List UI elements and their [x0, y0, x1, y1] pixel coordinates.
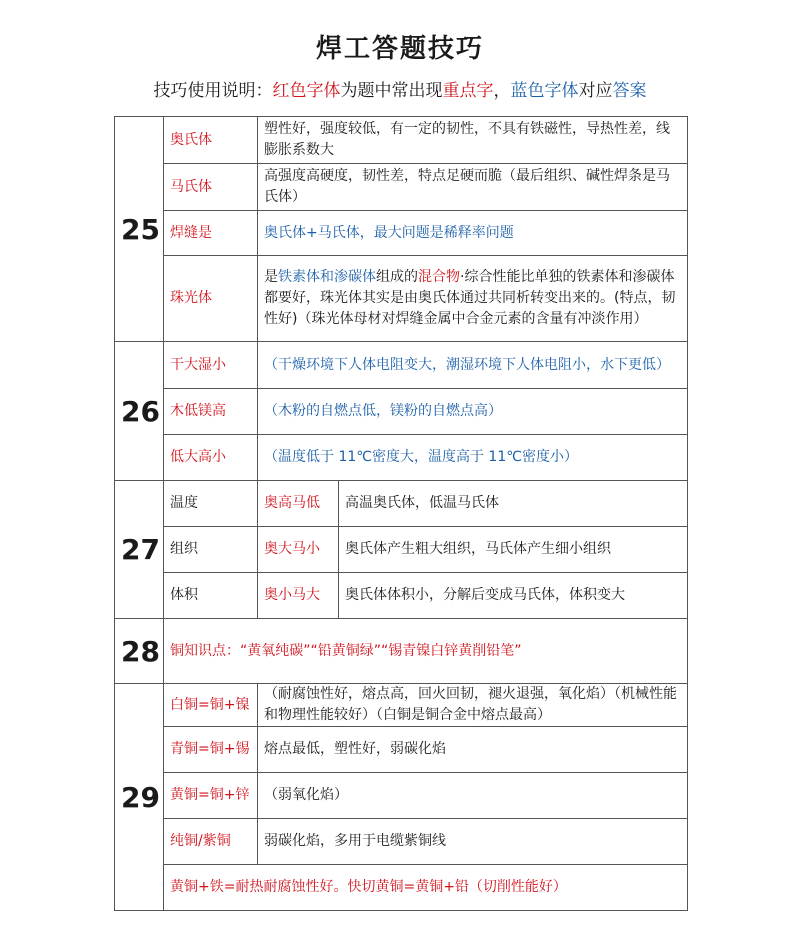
table-row — [115, 164, 688, 211]
mnemonic-key: 奥小马大 — [258, 573, 339, 619]
table-row — [115, 481, 688, 527]
mnemonic-key: 奥大马小 — [258, 527, 339, 573]
question-number-25: 25 — [115, 117, 164, 342]
term-answer: （温度低于 11℃密度大，温度高于 11℃密度小） — [258, 435, 688, 481]
term-label: 干大湿小 — [164, 342, 258, 389]
key-point-term: 重点字 — [442, 81, 494, 101]
alloy-note-part: 黄铜+铁=耐热耐腐蚀性好。 — [170, 879, 348, 895]
mnemonic-key: 奥高马低 — [258, 481, 339, 527]
question-number-28: 28 — [115, 619, 164, 684]
answer-part: 组成的 — [376, 269, 418, 285]
term-label: 马氏体 — [164, 164, 258, 211]
term-label: 焊缝是 — [164, 211, 258, 256]
table-row — [115, 256, 688, 342]
table-row — [115, 865, 688, 911]
alloy-note — [164, 865, 688, 911]
answer-keyword: 混合物 — [418, 269, 460, 285]
term-answer: 熔点最低，塑性好，弱碳化焰 — [258, 727, 688, 773]
term-answer — [258, 256, 688, 342]
term-answer: 奥氏体体积小，分解后变成马氏体，体积变大 — [339, 573, 688, 619]
term-answer: （干燥环境下人体电阻变大，潮湿环境下人体电阻小，水下更低） — [258, 342, 688, 389]
table-row — [115, 819, 688, 865]
alloy-label: 黄铜=铜+锌 — [164, 773, 258, 819]
table-row — [115, 619, 688, 684]
mnemonic-text: 知识点：“黄氧纯碳”“铅黄铜绿”“锡青镍白锌黄削铅笔” — [184, 642, 522, 659]
instructions-lead: 技巧使用说明： — [153, 81, 273, 101]
table-row — [115, 342, 688, 389]
table-row — [115, 573, 688, 619]
term-label: 奥氏体 — [164, 117, 258, 164]
question-number-27: 27 — [115, 481, 164, 619]
instructions-mid2: 对应 — [578, 81, 613, 101]
category-label: 组织 — [164, 527, 258, 573]
table-row — [115, 117, 688, 164]
category-label: 体积 — [164, 573, 258, 619]
term-answer: 奥氏体产生粗大组织，马氏体产生细小组织 — [339, 527, 688, 573]
instructions-mid1: 为题中常出现 — [340, 81, 443, 101]
term-answer: （木粉的自燃点低，镁粉的自燃点高） — [258, 389, 688, 435]
answer-highlight: 铁素体和渗碳体 — [278, 269, 376, 285]
table-row — [115, 773, 688, 819]
term-answer: （耐腐蚀性好，熔点高，回火回韧，褪火退强，氧化焰）（机械性能和物理性能较好）（白铜是铜合金中熔点最高） — [258, 684, 688, 727]
alloy-label: 青铜=铜+锡 — [164, 727, 258, 773]
alloy-label: 白铜=铜+镍 — [164, 684, 258, 727]
table-row — [115, 211, 688, 256]
alloy-note-part: 快切黄铜=黄铜+铅（切削性能好） — [347, 879, 567, 895]
alloy-label: 纯铜/紫铜 — [164, 819, 258, 865]
table-row — [115, 435, 688, 481]
tips-table — [114, 116, 688, 911]
instructions-comma: ， — [493, 81, 511, 101]
table-row — [115, 684, 688, 727]
term-answer: 高强度高硬度，韧性差，特点足硬而脆（最后组织、碱性焊条是马氏体） — [258, 164, 688, 211]
term-answer: 弱碳化焰，多用于电缆紫铜线 — [258, 819, 688, 865]
question-number-29: 29 — [115, 684, 164, 911]
usage-instructions — [0, 76, 800, 101]
red-font-term: 红色字体 — [272, 81, 341, 101]
question-number-26: 26 — [115, 342, 164, 481]
answer-part: 是 — [264, 269, 278, 285]
table-row — [115, 527, 688, 573]
category-label: 温度 — [164, 481, 258, 527]
answer-part: ·综合性能比单独的铁素体和渗碳体都要好，珠光体其实是由奥氏体通过共同析转变出来的。(特点，韧性好)（珠光体母材对焊缝金属中合金元素的含量有冲淡作用） — [264, 269, 676, 327]
term-answer: 高温奥氏体，低温马氏体 — [339, 481, 688, 527]
table-row — [115, 389, 688, 435]
term-label: 珠光体 — [164, 256, 258, 342]
answer-keyword: 铜 — [170, 642, 184, 659]
term-label: 低大高小 — [164, 435, 258, 481]
term-label: 木低镁高 — [164, 389, 258, 435]
table-row — [115, 727, 688, 773]
term-answer: （弱氧化焰） — [258, 773, 688, 819]
page-title: 焊工答题技巧 — [315, 34, 484, 64]
term-answer: 奥氏体+马氏体，最大问题是稀释率问题 — [258, 211, 688, 256]
blue-font-term: 蓝色字体 — [510, 81, 579, 101]
term-answer: 塑性好，强度较低，有一定的韧性，不具有铁磁性，导热性差，线膨胀系数大 — [258, 117, 688, 164]
answer-term: 答案 — [612, 81, 647, 101]
knowledge-point — [164, 619, 688, 684]
